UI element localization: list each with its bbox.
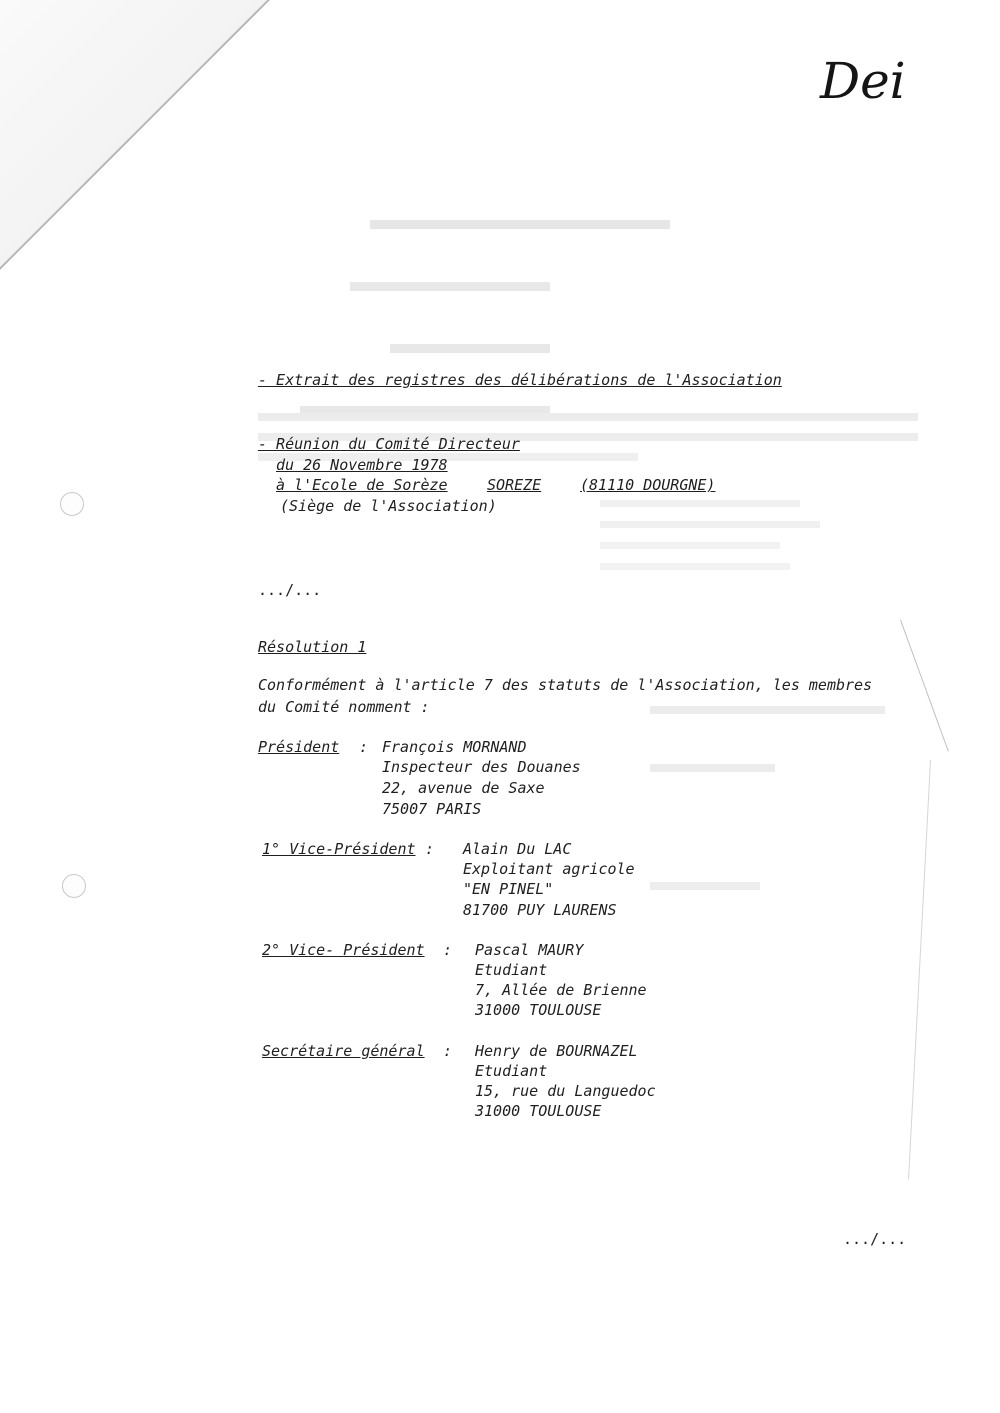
association-seat: (Siège de l'Association) [280,497,497,515]
member-detail: 31000 TOULOUSE [475,1001,602,1019]
resolution-title: Résolution 1 [258,638,367,656]
member-detail: 31000 TOULOUSE [475,1102,602,1120]
member-role: Président [258,738,340,756]
member-detail: 81700 PUY LAURENS [463,901,617,919]
punch-hole-top [60,492,84,516]
continuation-marker-bottom: .../... [843,1230,907,1248]
member-separator: : [443,1042,453,1060]
meeting-title: - Réunion du Comité Directeur [258,435,520,453]
member-role: 2° Vice- Président [262,941,425,959]
member-name: Alain Du LAC [463,840,572,858]
member-name: Pascal MAURY [475,941,584,959]
member-role: 1° Vice-Président [262,840,416,858]
member-separator: : [359,738,369,756]
bleed-through-right [600,500,830,600]
member-detail: Etudiant [475,961,548,979]
member-detail: Etudiant [475,1062,548,1080]
member-name: Henry de BOURNAZEL [475,1042,638,1060]
member-detail: 75007 PARIS [382,800,482,818]
bleed-through-signature [650,706,890,926]
bleed-through-block [250,190,670,300]
member-detail: 22, avenue de Saxe [382,779,545,797]
meeting-town: SOREZE [487,476,542,494]
member-name: François MORNAND [382,738,527,756]
resolution-text-line2: du Comité nomment : [258,698,430,716]
handwritten-annotation: Dei [820,52,906,110]
member-separator: : [443,941,453,959]
member-detail: 7, Allée de Brienne [475,981,647,999]
punch-hole-bottom [62,874,86,898]
member-detail: 15, rue du Languedoc [475,1082,656,1100]
member-detail: "EN PINEL" [463,880,554,898]
extract-title: - Extrait des registres des délibérations de l'Association [258,371,782,389]
member-separator: : [425,840,435,858]
member-role: Secrétaire général [262,1042,425,1060]
resolution-text-line1: Conformément à l'article 7 des statuts de l'Association, les membres [258,676,873,694]
meeting-date: du 26 Novembre 1978 [276,456,448,474]
meeting-postcode: (81110 DOURGNE) [580,476,716,494]
meeting-place: à l'Ecole de Sorèze [276,476,448,494]
continuation-marker-top: .../... [258,581,322,599]
member-detail: Inspecteur des Douanes [382,758,581,776]
member-detail: Exploitant agricole [463,860,635,878]
